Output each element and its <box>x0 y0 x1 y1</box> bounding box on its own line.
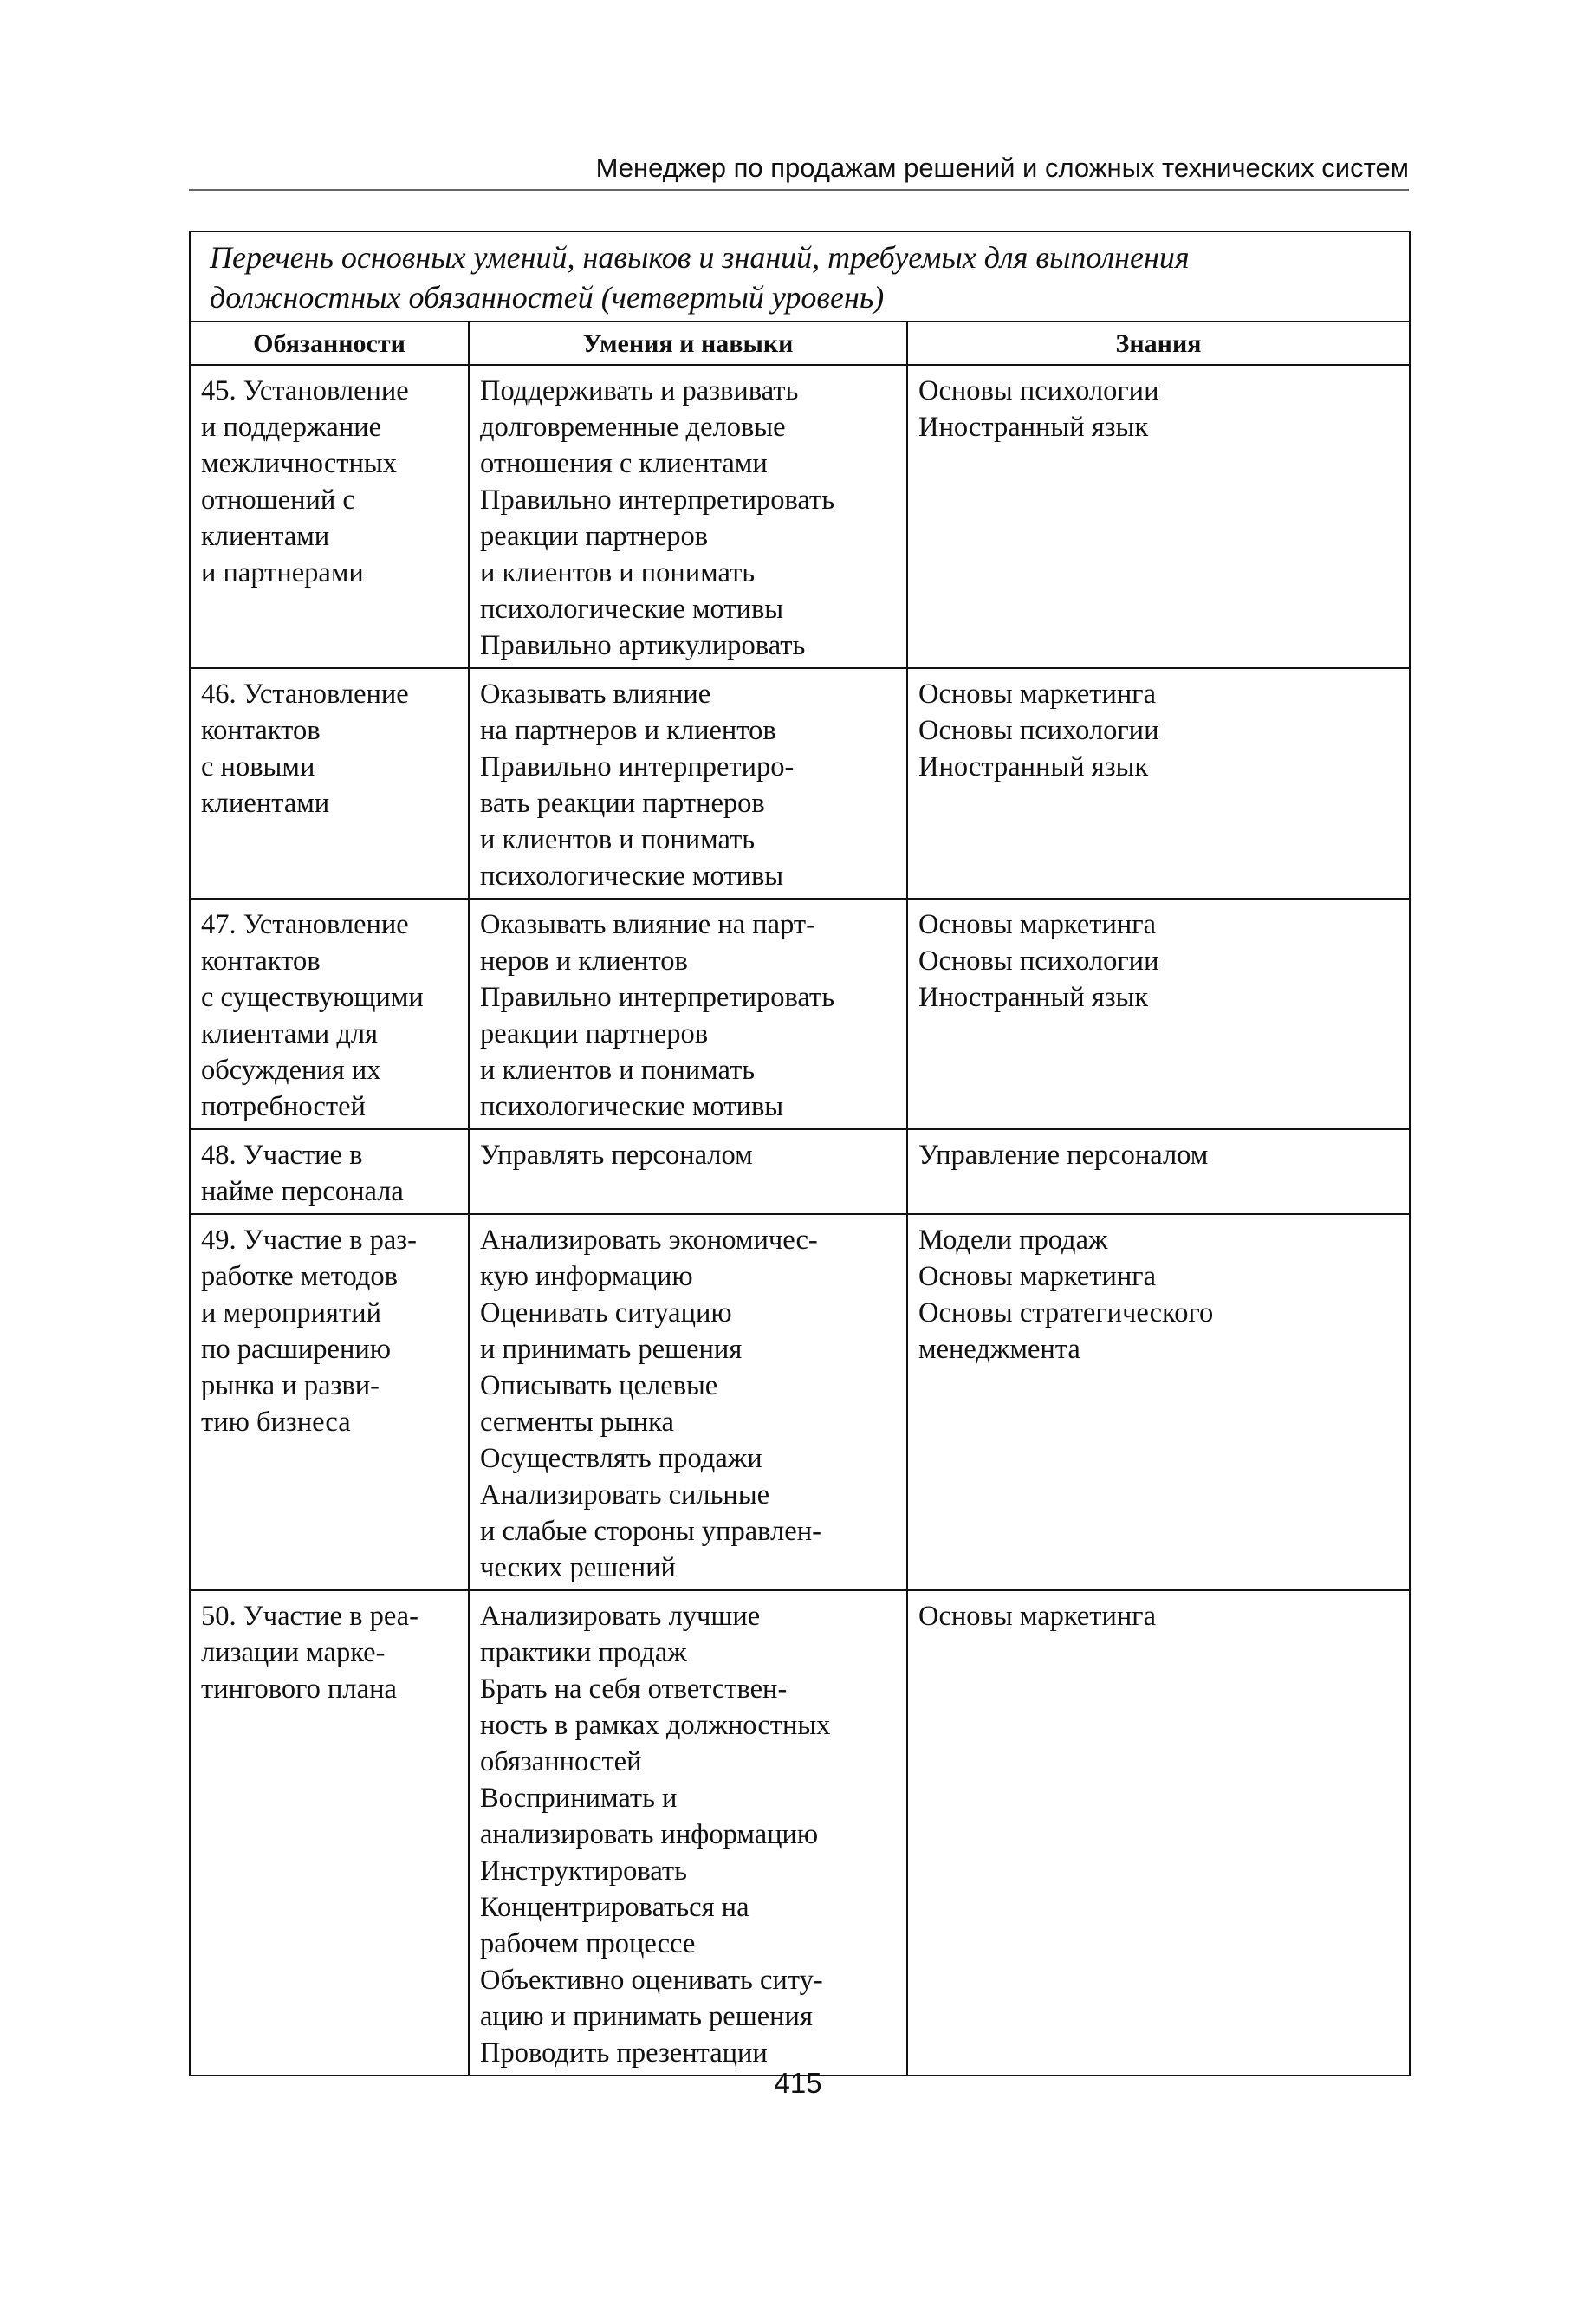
cell-line: Основы психологии <box>918 945 1159 977</box>
competency-table <box>189 231 1411 2076</box>
cell-line: Анализировать экономичес- <box>480 1225 818 1256</box>
cell-line: найме персонала <box>201 1176 404 1207</box>
cell-line: лизации марке- <box>201 1637 386 1668</box>
cell-line: практики продаж <box>480 1637 687 1668</box>
knowledge-cell <box>907 1590 1410 2076</box>
cell-line: менеджмента <box>918 1334 1080 1365</box>
cell-line: Поддерживать и развивать <box>480 375 799 406</box>
cell-line: вать реакции партнеров <box>480 788 765 819</box>
knowledge-cell <box>907 1129 1410 1214</box>
cell-line: Иностранный язык <box>918 751 1149 783</box>
cell-line: 47. Установление <box>201 909 409 940</box>
knowledge-cell <box>907 1214 1410 1590</box>
table-row <box>190 1590 1410 2076</box>
cell-line: Основы маркетинга <box>918 1261 1157 1292</box>
cell-line: кую информацию <box>480 1261 693 1292</box>
cell-line: Правильно интерпретировать <box>480 484 835 516</box>
cell-line: клиентами <box>201 788 330 819</box>
knowledge-cell <box>907 668 1410 899</box>
cell-line: Оказывать влияние на парт- <box>480 909 815 940</box>
cell-line: анализировать информацию <box>480 1819 819 1850</box>
cell-line: межличностных <box>201 448 397 479</box>
cell-line: и поддержание <box>201 412 382 443</box>
cell-line: Управлять персоналом <box>480 1140 753 1171</box>
cell-line: Основы маркетинга <box>918 1601 1157 1632</box>
cell-line: Проводить презентации <box>480 2037 768 2069</box>
cell-line: психологические мотивы <box>480 1091 784 1122</box>
cell-line: отношения с клиентами <box>480 448 768 479</box>
cell-line: неров и клиентов <box>480 945 688 977</box>
cell-line: Основы психологии <box>918 715 1159 746</box>
cell-line: Анализировать сильные <box>480 1479 770 1511</box>
skills-cell <box>469 899 907 1129</box>
cell-line: по расширению <box>201 1334 392 1365</box>
table-row <box>190 899 1410 1129</box>
cell-line: отношений с <box>201 484 355 516</box>
duty-cell <box>190 1214 469 1590</box>
duty-cell <box>190 899 469 1129</box>
cell-line: сегменты рынка <box>480 1407 674 1438</box>
cell-line: психологические мотивы <box>480 594 784 625</box>
cell-line: Оказывать влияние <box>480 679 711 710</box>
knowledge-cell <box>907 365 1410 668</box>
cell-line: и клиентов и понимать <box>480 557 756 588</box>
running-header: Менеджер по продажам решений и сложных технических систем <box>189 149 1409 191</box>
duty-cell <box>190 1590 469 2076</box>
cell-line: и мероприятий <box>201 1297 381 1329</box>
cell-line: Анализировать лучшие <box>480 1601 761 1632</box>
skills-cell <box>469 365 907 668</box>
cell-line: и клиентов и понимать <box>480 1055 756 1086</box>
skills-cell <box>469 1214 907 1590</box>
cell-line: на партнеров и клиентов <box>480 715 776 746</box>
table-row <box>190 365 1410 668</box>
skills-cell <box>469 1590 907 2076</box>
cell-line: Объективно оценивать ситу- <box>480 1965 823 1996</box>
cell-line: 50. Участие в реа- <box>201 1601 418 1632</box>
cell-line: и клиентов и понимать <box>480 824 756 855</box>
cell-line: Основы психологии <box>918 375 1159 406</box>
cell-line: работке методов <box>201 1261 398 1292</box>
cell-line: и принимать решения <box>480 1334 743 1365</box>
cell-line: Оценивать ситуацию <box>480 1297 732 1329</box>
cell-line: психологические мотивы <box>480 861 784 892</box>
cell-line: реакции партнеров <box>480 1018 709 1049</box>
cell-line: Основы маркетинга <box>918 909 1157 940</box>
duty-cell <box>190 668 469 899</box>
skills-cell <box>469 1129 907 1214</box>
cell-line: реакции партнеров <box>480 521 709 552</box>
cell-line: 46. Установление <box>201 679 409 710</box>
cell-line: Инструктировать <box>480 1855 687 1887</box>
cell-line: Осуществлять продажи <box>480 1443 762 1474</box>
cell-line: с существующими <box>201 982 424 1013</box>
cell-line: 48. Участие в <box>201 1140 363 1171</box>
table-row <box>190 1129 1410 1214</box>
cell-line: с новыми <box>201 751 315 783</box>
cell-line: Основы маркетинга <box>918 679 1157 710</box>
column-header-knowledge: Знания <box>907 322 1410 365</box>
cell-line: Правильно интерпретировать <box>480 982 835 1013</box>
column-header-duties: Обязанности <box>190 322 469 365</box>
cell-line: обсуждения их <box>201 1055 381 1086</box>
cell-line: потребностей <box>201 1091 366 1122</box>
cell-line: рабочем процессе <box>480 1928 696 1959</box>
cell-line: Воспринимать и <box>480 1783 678 1814</box>
cell-line: клиентами <box>201 521 330 552</box>
column-header-skills: Умения и навыки <box>469 322 907 365</box>
cell-line: и партнерами <box>201 557 364 588</box>
cell-line: Концентрироваться на <box>480 1892 749 1923</box>
caption-line: Перечень основных умений, навыков и знаний, требуемых для выполнения <box>210 240 1190 275</box>
cell-line: долговременные деловые <box>480 412 786 443</box>
cell-line: клиентами для <box>201 1018 379 1049</box>
cell-line: Описывать целевые <box>480 1370 718 1401</box>
cell-line: обязанностей <box>480 1746 642 1777</box>
duty-cell <box>190 1129 469 1214</box>
cell-line: Брать на себя ответствен- <box>480 1673 788 1705</box>
cell-line: Модели продаж <box>918 1225 1108 1256</box>
skills-cell <box>469 668 907 899</box>
cell-line: Иностранный язык <box>918 412 1149 443</box>
cell-line: Управление персоналом <box>918 1140 1209 1171</box>
cell-line: тию бизнеса <box>201 1407 351 1438</box>
table-caption <box>190 231 1410 322</box>
duty-cell <box>190 365 469 668</box>
cell-line: ческих решений <box>480 1552 676 1583</box>
table-row <box>190 668 1410 899</box>
page-number: 415 <box>774 2067 822 2099</box>
cell-line: рынка и разви- <box>201 1370 380 1401</box>
cell-line: 49. Участие в раз- <box>201 1225 417 1256</box>
cell-line: ность в рамках должностных <box>480 1710 831 1741</box>
caption-line: должностных обязанностей (четвертый уровень) <box>210 280 885 315</box>
cell-line: и слабые стороны управлен- <box>480 1516 821 1547</box>
cell-line: Правильно интерпретиро- <box>480 751 795 783</box>
cell-line: контактов <box>201 715 321 746</box>
cell-line: контактов <box>201 945 321 977</box>
knowledge-cell <box>907 899 1410 1129</box>
cell-line: 45. Установление <box>201 375 409 406</box>
cell-line: ацию и принимать решения <box>480 2001 813 2032</box>
cell-line: тингового плана <box>201 1673 397 1705</box>
table-row <box>190 1214 1410 1590</box>
cell-line: Правильно артикулировать <box>480 630 806 661</box>
cell-line: Основы стратегического <box>918 1297 1214 1329</box>
cell-line: Иностранный язык <box>918 982 1149 1013</box>
